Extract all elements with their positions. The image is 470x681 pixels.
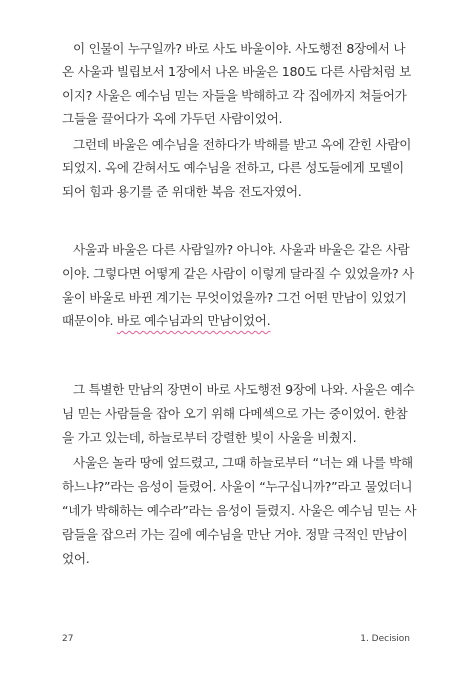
highlighted-phrase: 바로 예수님과의 만남이었어. — [116, 313, 271, 328]
paragraph-5-line-5: 었어. — [62, 551, 90, 566]
paragraph-5-line-2: 하느냐?”라는 음성이 들렸어. 사울이 “누구십니까?”라고 물었더니 — [62, 479, 413, 494]
paragraph-3-line-2: 이야. 그렇다면 어떻게 같은 사람이 이렇게 달라질 수 있었을까? 사 — [62, 266, 414, 281]
paragraph-4-line-1: 그 특별한 만남의 장면이 바로 사도행전 9장에 나와. 사울은 예수 — [73, 382, 415, 397]
paragraph-3-line-3: 울이 바울로 바뀐 계기는 무엇이었을까? 그건 어떤 만남이 있었기 — [62, 290, 407, 305]
paragraph-3-line-4 — [62, 313, 270, 329]
paragraph-5-line-3: “네가 박해하는 예수라”라는 음성이 들렸지. 사울은 예수님 믿는 사 — [62, 503, 417, 518]
paragraph-1-line-3: 이지? 사울은 예수님 믿는 자들을 박해하고 각 집에까지 쳐들어가 — [62, 88, 407, 103]
paragraph-2-line-3: 되어 힘과 용기를 준 위대한 복음 전도자였어. — [62, 184, 302, 199]
paragraph-4-line-2: 님 믿는 사람들을 잡아 오기 위해 다메섹으로 가는 중이었어. 한참 — [62, 406, 408, 421]
paragraph-3-line-4-plain: 때문이야. — [62, 313, 117, 328]
paragraph-1-line-2: 온 사울과 빌립보서 1장에서 나온 바울은 180도 다른 사람처럼 보 — [62, 64, 411, 79]
section-label: 1. Decision — [360, 634, 410, 644]
paragraph-1-line-1: 이 인물이 누구일까? 바로 사도 바울이야. 사도행전 8장에서 나 — [73, 41, 406, 56]
paragraph-5-line-1: 사울은 놀라 땅에 엎드렸고, 그때 하늘로부터 “너는 왜 나를 박해 — [73, 455, 413, 470]
paragraph-2-line-2: 되었지. 옥에 갇혀서도 예수님을 전하고, 다른 성도들에게 모델이 — [62, 160, 404, 175]
paragraph-1-line-4: 그들을 끌어다가 옥에 가두던 사람이었어. — [62, 111, 283, 126]
page-number: 27 — [62, 634, 74, 644]
paragraph-2-line-1: 그런데 바울은 예수님을 전하다가 박해를 받고 옥에 갇힌 사람이 — [73, 137, 412, 152]
paragraph-3-line-1: 사울과 바울은 다른 사람일까? 아니야. 사울과 바울은 같은 사람 — [73, 242, 410, 257]
paragraph-5-line-4: 람들을 잡으러 가는 길에 예수님을 만난 거야. 정말 극적인 만남이 — [62, 527, 408, 542]
paragraph-4-line-3: 을 가고 있는데, 하늘로부터 강렬한 빛이 사울을 비췄지. — [62, 430, 357, 445]
